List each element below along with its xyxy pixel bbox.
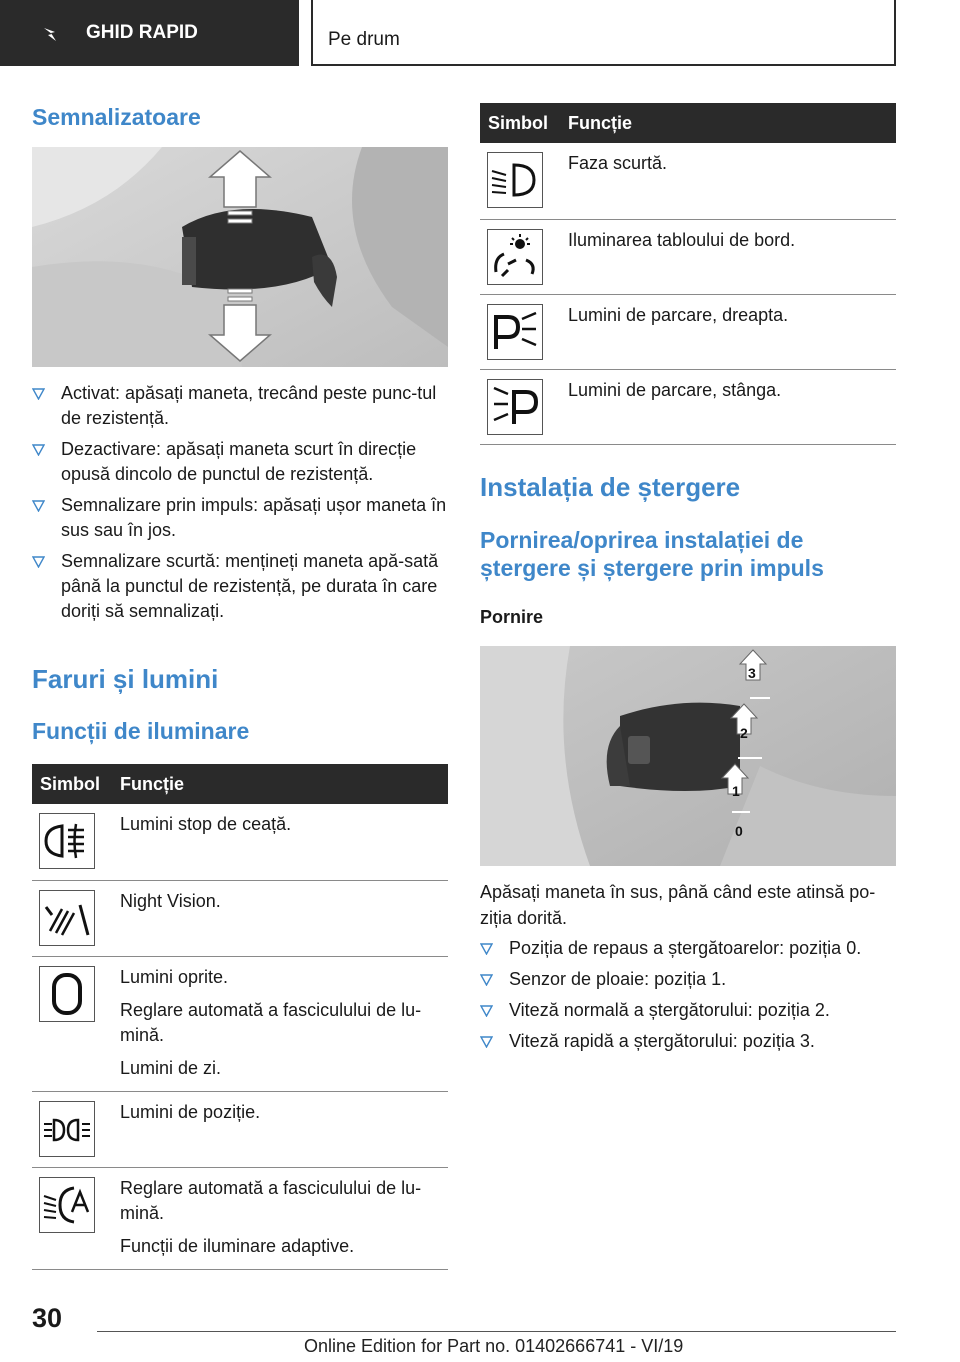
triangle-bullet-icon bbox=[32, 444, 45, 456]
function-text: Lumini oprite. bbox=[120, 966, 229, 987]
quick-guide-label: GHID RAPID bbox=[86, 22, 198, 43]
parking-light-left-icon bbox=[487, 379, 543, 435]
triangle-bullet-icon bbox=[32, 556, 45, 568]
list-item: Viteză rapidă a ștergătorului: poziția 3. bbox=[480, 1029, 896, 1054]
footer-edition: Online Edition for Part no. 01402666741 - VI/19 bbox=[304, 1336, 684, 1356]
signals-list bbox=[32, 381, 448, 624]
table-row bbox=[32, 880, 448, 956]
list-item: Activat: apăsați maneta, trecând peste punc-tul de rezistență. bbox=[32, 381, 448, 431]
table-row bbox=[32, 956, 448, 1091]
list-item: Viteză normală a ștergătorului: poziția 2. bbox=[480, 998, 896, 1023]
position-0-label: 0 bbox=[735, 823, 743, 839]
wiper-subheading: Pornirea/oprirea instalației de ștergere și ștergere prin impuls bbox=[480, 527, 824, 581]
list-item: Poziția de repaus a ștergătoarelor: poziția 0. bbox=[480, 936, 896, 961]
quick-guide-tab[interactable] bbox=[0, 0, 299, 66]
function-text: Lumini de parcare, dreapta. bbox=[568, 304, 789, 325]
list-item: Dezactivare: apăsați maneta scurt în direcție opusă dincolo de punctul de rezistență. bbox=[32, 437, 448, 487]
rear-fog-light-icon bbox=[39, 813, 95, 869]
column-header-function: Funcție bbox=[561, 103, 896, 143]
instrument-lighting-icon bbox=[487, 229, 543, 285]
triangle-bullet-icon bbox=[32, 500, 45, 512]
start-heading: Pornire bbox=[480, 607, 544, 627]
page-number: 30 bbox=[32, 1303, 63, 1333]
function-text: Lumini de zi. bbox=[120, 1057, 222, 1078]
turn-signal-lever-photo bbox=[32, 147, 448, 367]
table-row bbox=[32, 804, 448, 880]
function-text: Faza scurtă. bbox=[568, 153, 668, 173]
side-lights-icon bbox=[39, 1101, 95, 1157]
beam-symbols-table bbox=[480, 103, 896, 445]
function-text: Reglare automată a fasciculului de lu-mină. bbox=[120, 1177, 422, 1223]
star-icon bbox=[42, 26, 64, 42]
list-item: Semnalizare scurtă: mențineți maneta apă-sată până la punctul de rezistență, pe durata în care doriți să semnalizați. bbox=[32, 549, 448, 624]
column-header-symbol: Simbol bbox=[32, 764, 113, 804]
night-vision-icon bbox=[39, 890, 95, 946]
function-text: Lumini stop de ceață. bbox=[120, 814, 292, 834]
wiper-paragraph: Apăsați maneta în sus, până când este atinsă po-ziția dorită. bbox=[480, 882, 876, 928]
function-text: Night Vision. bbox=[120, 890, 221, 911]
lighting-functions-heading: Funcții de iluminare bbox=[32, 718, 250, 744]
table-row bbox=[480, 369, 896, 444]
triangle-bullet-icon bbox=[480, 943, 493, 955]
lights-off-zero-icon bbox=[39, 966, 95, 1022]
wiper-lever-photo bbox=[480, 646, 896, 866]
triangle-bullet-icon bbox=[480, 974, 493, 986]
list-item: Semnalizare prin impuls: apăsați ușor maneta în sus sau în jos. bbox=[32, 493, 448, 543]
parking-light-right-icon bbox=[487, 304, 543, 360]
auto-headlight-icon bbox=[39, 1177, 95, 1233]
function-text: Funcții de iluminare adaptive. bbox=[120, 1235, 355, 1256]
section-title: Pe drum bbox=[311, 0, 896, 66]
table-row bbox=[480, 219, 896, 294]
lights-heading: Faruri și lumini bbox=[32, 664, 219, 694]
list-item: Senzor de ploaie: poziția 1. bbox=[480, 967, 896, 992]
function-text: Reglare automată a fasciculului de lu-mină. bbox=[120, 999, 422, 1045]
triangle-bullet-icon bbox=[480, 1005, 493, 1017]
footer-divider bbox=[97, 1331, 896, 1332]
table-row bbox=[480, 143, 896, 219]
triangle-bullet-icon bbox=[480, 1036, 493, 1048]
column-header-function: Funcție bbox=[113, 764, 448, 804]
wiper-list bbox=[480, 936, 896, 1054]
function-text: Lumini de poziție. bbox=[120, 1101, 261, 1122]
table-row bbox=[480, 294, 896, 369]
triangle-bullet-icon bbox=[32, 388, 45, 400]
wiper-heading: Instalația de ștergere bbox=[480, 472, 741, 502]
table-row bbox=[32, 1167, 448, 1269]
position-1-label: 1 bbox=[732, 783, 740, 799]
low-beam-icon bbox=[487, 152, 543, 208]
position-3-label: 3 bbox=[748, 665, 756, 681]
lighting-symbols-table bbox=[32, 764, 448, 1270]
column-header-symbol: Simbol bbox=[480, 103, 561, 143]
function-text: Lumini de parcare, stânga. bbox=[568, 379, 782, 400]
function-text: Iluminarea tabloului de bord. bbox=[568, 229, 796, 250]
table-row bbox=[32, 1091, 448, 1167]
signals-heading: Semnalizatoare bbox=[32, 104, 201, 130]
position-2-label: 2 bbox=[740, 725, 748, 741]
